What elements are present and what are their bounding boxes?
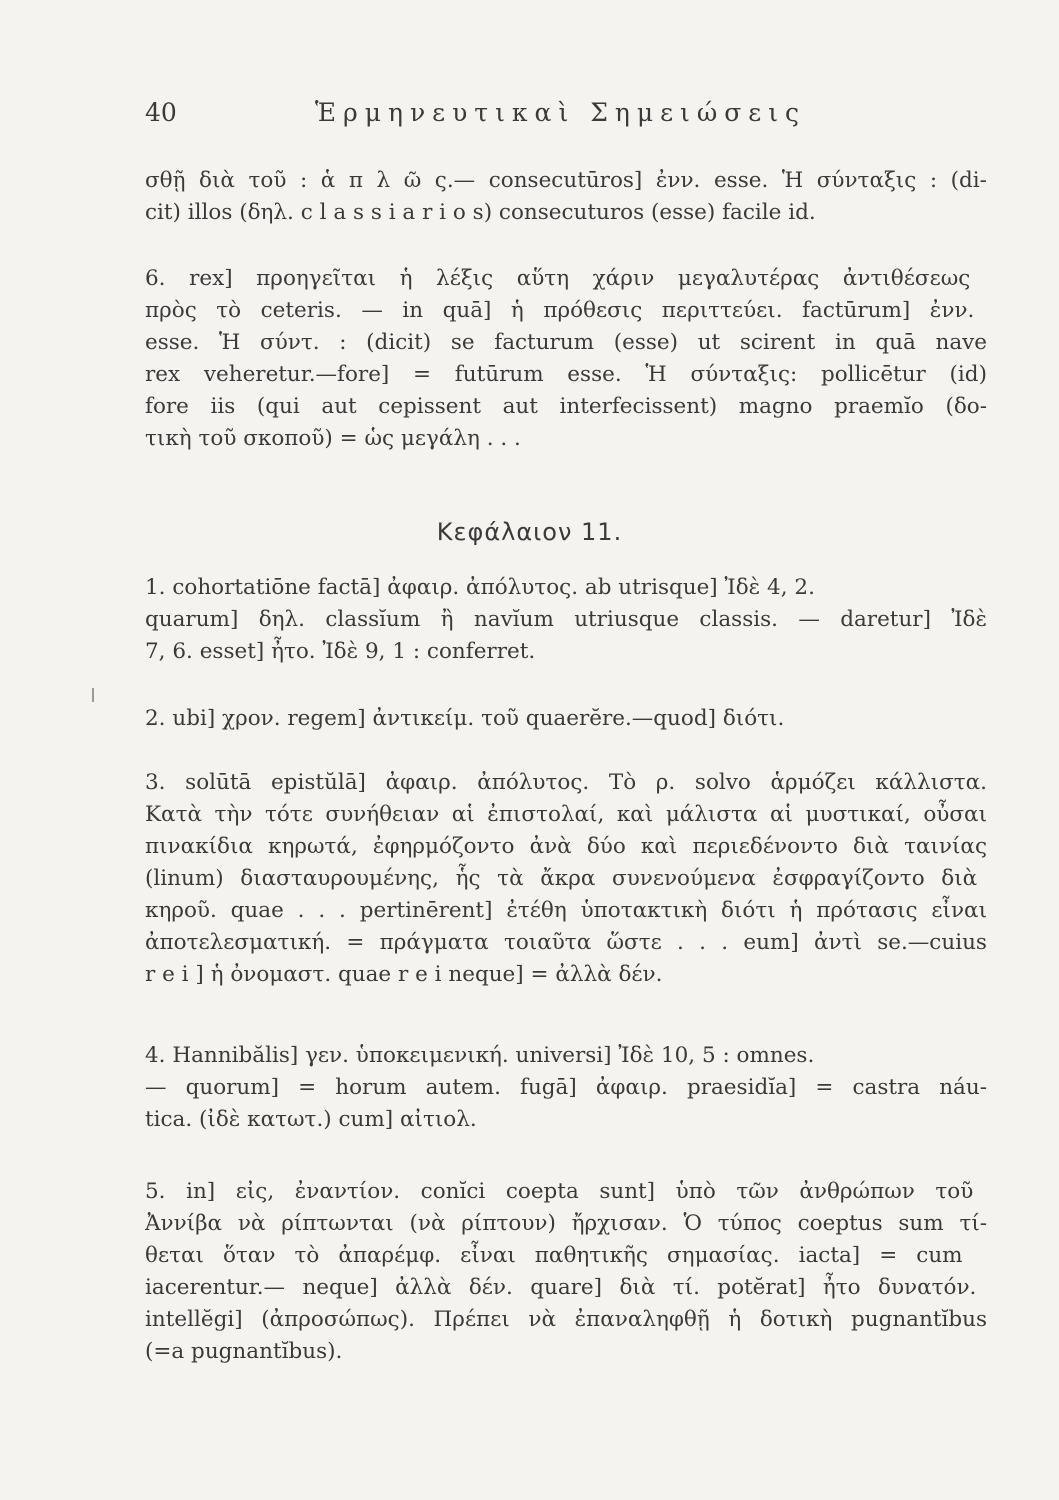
section-3 bbox=[145, 767, 987, 991]
text-line: 7, 6. esset] ἦτο. Ἰδὲ 9, 1 : conferret. bbox=[145, 639, 536, 664]
text-line: πρὸς τὸ ceteris. — in quā] ἡ πρόθεσις περιττεύει. factūrum] ἐνν. bbox=[145, 298, 975, 323]
paragraph-note-6 bbox=[145, 263, 987, 455]
text-line: 6. rex] προηγεῖται ἡ λέξις αὕτη χάριν μεγαλυτέρας ἀντιθέσεως bbox=[145, 266, 971, 291]
page-header bbox=[145, 98, 945, 134]
text-line: 1. cohortatiōne factā] ἀφαιρ. ἀπόλυτος. ab utrisque] Ἰδὲ 4, 2. bbox=[145, 575, 815, 600]
text-line: esse. Ἡ σύντ. : (dicit) se facturum (esse) ut scirent in quā nave bbox=[145, 330, 987, 355]
paragraph-intro bbox=[145, 165, 987, 229]
margin-mark bbox=[92, 688, 94, 702]
text-line: r e i ] ἡ ὀνομαστ. quae r e i neque] = ἀλλὰ δέν. bbox=[145, 962, 663, 987]
text-line: (=a pugnantĭbus). bbox=[145, 1339, 343, 1364]
chapter-title: Κεφάλαιον 11. bbox=[436, 518, 623, 546]
text-line: quarum] δηλ. classĭum ἢ navĭum utriusque classis. — daretur] Ἰδὲ bbox=[145, 607, 987, 632]
text-line: πινακίδια κηρωτά, ἐφηρμόζοντο ἀνὰ δύο καὶ περιεδένοντο διὰ ταινίας bbox=[145, 834, 987, 859]
text-line: σθῇ διὰ τοῦ : ἁ π λ ῶ ς.— consecutūros] ἐνν. esse. Ἡ σύνταξις : (di- bbox=[145, 168, 987, 193]
section-4 bbox=[145, 1040, 987, 1136]
text-line: rex veheretur.—fore] = futūrum esse. Ἡ σύνταξις: pollicētur (id) bbox=[145, 362, 987, 387]
text-line: tica. (ἰδὲ κατωτ.) cum] αἰτιολ. bbox=[145, 1107, 477, 1132]
text-line: 2. ubi] χρον. regem] ἀντικείμ. τοῦ quaerĕre.—quod] διότι. bbox=[145, 706, 785, 731]
running-title: Ἑρμηνευτικαὶ Σημειώσεις bbox=[315, 98, 807, 127]
text-line: 4. Hannibălis] γεν. ὑποκειμενική. universi] Ἰδὲ 10, 5 : omnes. bbox=[145, 1043, 815, 1068]
section-1 bbox=[145, 572, 987, 668]
text-line: Κατὰ τὴν τότε συνήθειαν αἱ ἐπιστολαί, καὶ μάλιστα αἱ μυστικαί, οὖσαι bbox=[145, 802, 987, 827]
text-line: ἀποτελεσματική. = πράγματα τοιαῦτα ὥστε . . . eum] ἀντὶ se.—cuius bbox=[145, 930, 987, 955]
section-5 bbox=[145, 1176, 987, 1368]
text-line: fore iis (qui aut cepissent aut interfecissent) magno praemĭo (δο- bbox=[145, 394, 987, 419]
text-line: κηροῦ. quae . . . pertinērent] ἐτέθη ὑποτακτικὴ διότι ἡ πρότασις εἶναι bbox=[145, 898, 987, 923]
text-line: 3. solūtā epistŭlā] ἀφαιρ. ἀπόλυτος. Τὸ ρ. solvo ἁρμόζει κάλλιστα. bbox=[145, 770, 987, 795]
text-line: — quorum] = horum autem. fugā] ἀφαιρ. praesidĭa] = castra náu- bbox=[145, 1075, 987, 1100]
text-line: (linum) διασταυρουμένης, ἧς τὰ ἄκρα συνενούμενα ἐσφραγίζοντο διὰ bbox=[145, 866, 978, 891]
page-number: 40 bbox=[145, 98, 177, 127]
text-line: τικὴ τοῦ σκοποῦ) = ὡς μεγάλη . . . bbox=[145, 426, 521, 451]
text-line: Ἀννίβα νὰ ρίπτωνται (νὰ ρίπτουν) ἤρχισαν. Ὁ τύπος coeptus sum τί- bbox=[145, 1211, 987, 1236]
text-line: iacerentur.— neque] ἀλλὰ δέν. quare] διὰ τί. potĕrat] ἦτο δυνατόν. bbox=[145, 1275, 977, 1300]
text-line: intellĕgi] (ἀπροσώπως). Πρέπει νὰ ἐπαναληφθῇ ἡ δοτικὴ pugnantĭbus bbox=[145, 1307, 987, 1332]
section-2 bbox=[145, 703, 987, 735]
text-line: θεται ὅταν τὸ ἀπαρέμφ. εἶναι παθητικῆς σημασίας. iacta] = cum bbox=[145, 1243, 963, 1268]
text-line: 5. in] εἰς, ἐναντίον. conĭci coepta sunt] ὑπὸ τῶν ἀνθρώπων τοῦ bbox=[145, 1179, 974, 1204]
text-line: cit) illos (δηλ. c l a s s i a r i o s) consecuturos (esse) facile id. bbox=[145, 200, 816, 225]
